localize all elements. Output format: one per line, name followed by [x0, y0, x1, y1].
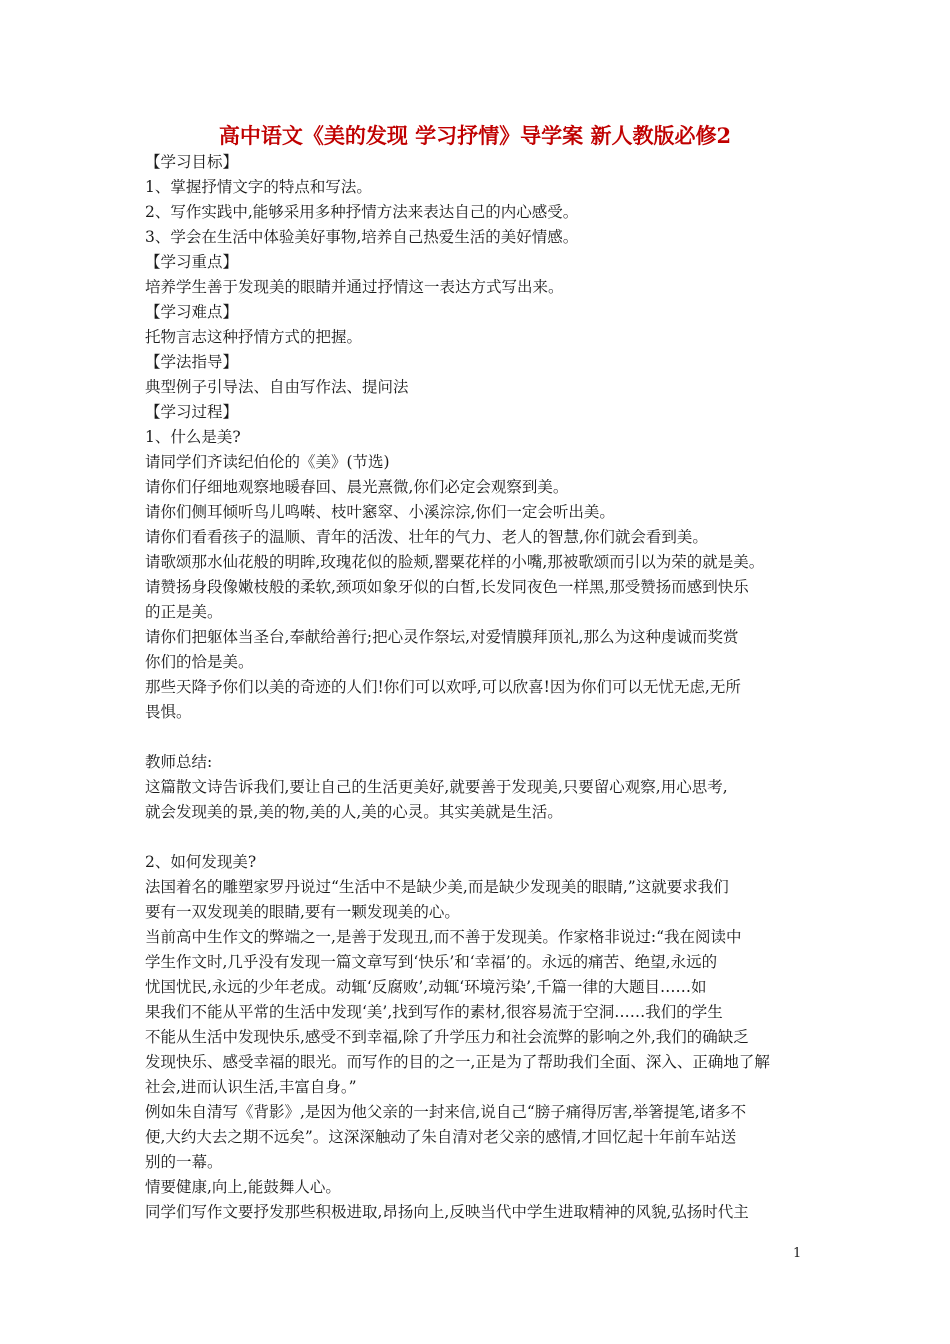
- text-line: 情要健康,向上,能鼓舞人心。: [145, 1178, 341, 1196]
- text-line: 请你们把躯体当圣台,奉献给善行;把心灵作祭坛,对爱情膜拜顶礼,那么为这种虔诚而奖赏: [145, 628, 739, 646]
- text-line: 托物言志这种抒情方式的把握。: [145, 328, 363, 346]
- text-line: 别的一幕。: [145, 1153, 223, 1171]
- text-line: 典型例子引导法、自由写作法、提问法: [145, 378, 409, 396]
- text-line: 请赞扬身段像嫩枝般的柔软,颈项如象牙似的白皙,长发同夜色一样黑,那受赞扬而感到快乐: [145, 578, 749, 596]
- text-line: 法国着名的雕塑家罗丹说过“生活中不是缺少美,而是缺少发现美的眼睛,”这就要求我们: [145, 878, 729, 896]
- text-line: 的正是美。: [145, 603, 223, 621]
- page-title: 高中语文《美的发现 学习抒情》导学案 新人教版必修2: [218, 123, 732, 148]
- text-line: 2、如何发现美?: [145, 853, 257, 871]
- text-line: 要有一双发现美的眼睛,要有一颗发现美的心。: [145, 903, 460, 921]
- text-line: 【学习过程】: [145, 403, 239, 421]
- text-line: 便,大约大去之期不远矣”。这深深触动了朱自清对老父亲的感情,才回忆起十年前车站送: [145, 1128, 737, 1146]
- text-line: 果我们不能从平常的生活中发现‘美’,找到写作的素材,很容易流于空洞……我们的学生: [145, 1003, 723, 1021]
- text-line: 就会发现美的景,美的物,美的人,美的心灵。其实美就是生活。: [145, 803, 563, 821]
- text-line: 【学习难点】: [145, 303, 239, 321]
- text-line: 请你们仔细地观察地暖春回、晨光熹微,你们必定会观察到美。: [145, 478, 569, 496]
- text-line: 【学习目标】: [145, 153, 239, 171]
- document-body: [145, 150, 813, 1225]
- text-line: 2、写作实践中,能够采用多种抒情方法来表达自己的内心感受。: [145, 203, 579, 221]
- text-line: 同学们写作文要抒发那些积极进取,昂扬向上,反映当代中学生进取精神的风貌,弘扬时代主: [145, 1203, 749, 1221]
- blank-line: [145, 725, 813, 750]
- text-line: 畏惧。: [145, 703, 192, 721]
- text-line: 1、掌握抒情文字的特点和写法。: [145, 178, 372, 196]
- text-line: 例如朱自清写《背影》,是因为他父亲的一封来信,说自己“膀子痛得厉害,举箸提笔,诸多不: [145, 1103, 747, 1121]
- text-line: 你们的恰是美。: [145, 653, 254, 671]
- text-line: 发现快乐、感受幸福的眼光。而写作的目的之一,正是为了帮助我们全面、深入、正确地了解: [145, 1053, 770, 1071]
- text-line: 这篇散文诗告诉我们,要让自己的生活更美好,就要善于发现美,只要留心观察,用心思考,: [145, 778, 728, 796]
- text-line: 【学法指导】: [145, 353, 239, 371]
- text-line: 忧国忧民,永远的少年老成。动辄‘反腐败’,动辄‘环境污染’,千篇一律的大题目……如: [145, 978, 707, 996]
- text-line: 【学习重点】: [145, 253, 239, 271]
- text-line: 3、学会在生活中体验美好事物,培养自己热爱生活的美好情感。: [145, 228, 579, 246]
- text-line: 不能从生活中发现快乐,感受不到幸福,除了升学压力和社会流弊的影响之外,我们的确缺乏: [145, 1028, 749, 1046]
- text-line: 请你们看看孩子的温顺、青年的活泼、壮年的气力、老人的智慧,你们就会看到美。: [145, 528, 708, 546]
- text-line: 社会,进而认识生活,丰富自身。”: [145, 1078, 357, 1096]
- blank-line: [145, 825, 813, 850]
- text-line: 请歌颂那水仙花般的明眸,玫瑰花似的脸颊,罂粟花样的小嘴,那被歌颂而引以为荣的就是美。: [145, 553, 765, 571]
- text-line: 当前高中生作文的弊端之一,是善于发现丑,而不善于发现美。作家格非说过:“我在阅读中: [145, 928, 742, 946]
- text-line: 请你们侧耳倾听鸟儿鸣啭、枝叶窸窣、小溪淙淙,你们一定会听出美。: [145, 503, 615, 521]
- text-line: 培养学生善于发现美的眼睛并通过抒情这一表达方式写出来。: [145, 278, 564, 296]
- text-line: 1、什么是美?: [145, 428, 241, 446]
- text-line: 请同学们齐读纪伯伦的《美》(节选): [145, 453, 390, 471]
- text-line: 学生作文时,几乎没有发现一篇文章写到‘快乐’和‘幸福’的。永远的痛苦、绝望,永远的: [145, 953, 718, 971]
- text-line: 教师总结:: [145, 753, 213, 771]
- page-number: 1: [793, 1246, 802, 1261]
- text-line: 那些天降予你们以美的奇迹的人们!你们可以欢呼,可以欣喜!因为你们可以无忧无虑,无所: [145, 678, 741, 696]
